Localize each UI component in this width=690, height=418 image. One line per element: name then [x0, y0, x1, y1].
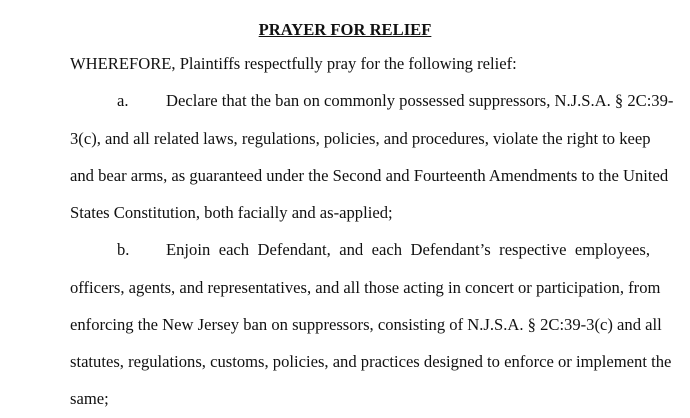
item-line: same;	[70, 389, 109, 408]
item-line: Declare that the ban on commonly possessed suppressors, N.J.S.A. § 2C:39-	[166, 91, 674, 110]
item-line: statutes, regulations, customs, policies, and practices designed to enforce or implement the	[70, 352, 672, 371]
section-heading: PRAYER FOR RELIEF	[258, 20, 432, 39]
item-line: enforcing the New Jersey ban on suppressors, consisting of N.J.S.A. § 2C:39-3(c) and all	[70, 315, 662, 334]
item-line: Enjoin each Defendant, and each Defendant’s respective employees,	[166, 240, 650, 259]
item-line: 3(c), and all related laws, regulations, policies, and procedures, violate the right to keep	[70, 129, 651, 148]
item-marker: b.	[117, 240, 130, 259]
item-line: States Constitution, both facially and as-applied;	[70, 203, 393, 222]
intro-paragraph: WHEREFORE, Plaintiffs respectfully pray for the following relief:	[70, 54, 517, 73]
item-line: officers, agents, and representatives, and all those acting in concert or participation, from	[70, 278, 661, 297]
item-marker: a.	[117, 91, 129, 110]
item-line: and bear arms, as guaranteed under the Second and Fourteenth Amendments to the United	[70, 166, 669, 185]
